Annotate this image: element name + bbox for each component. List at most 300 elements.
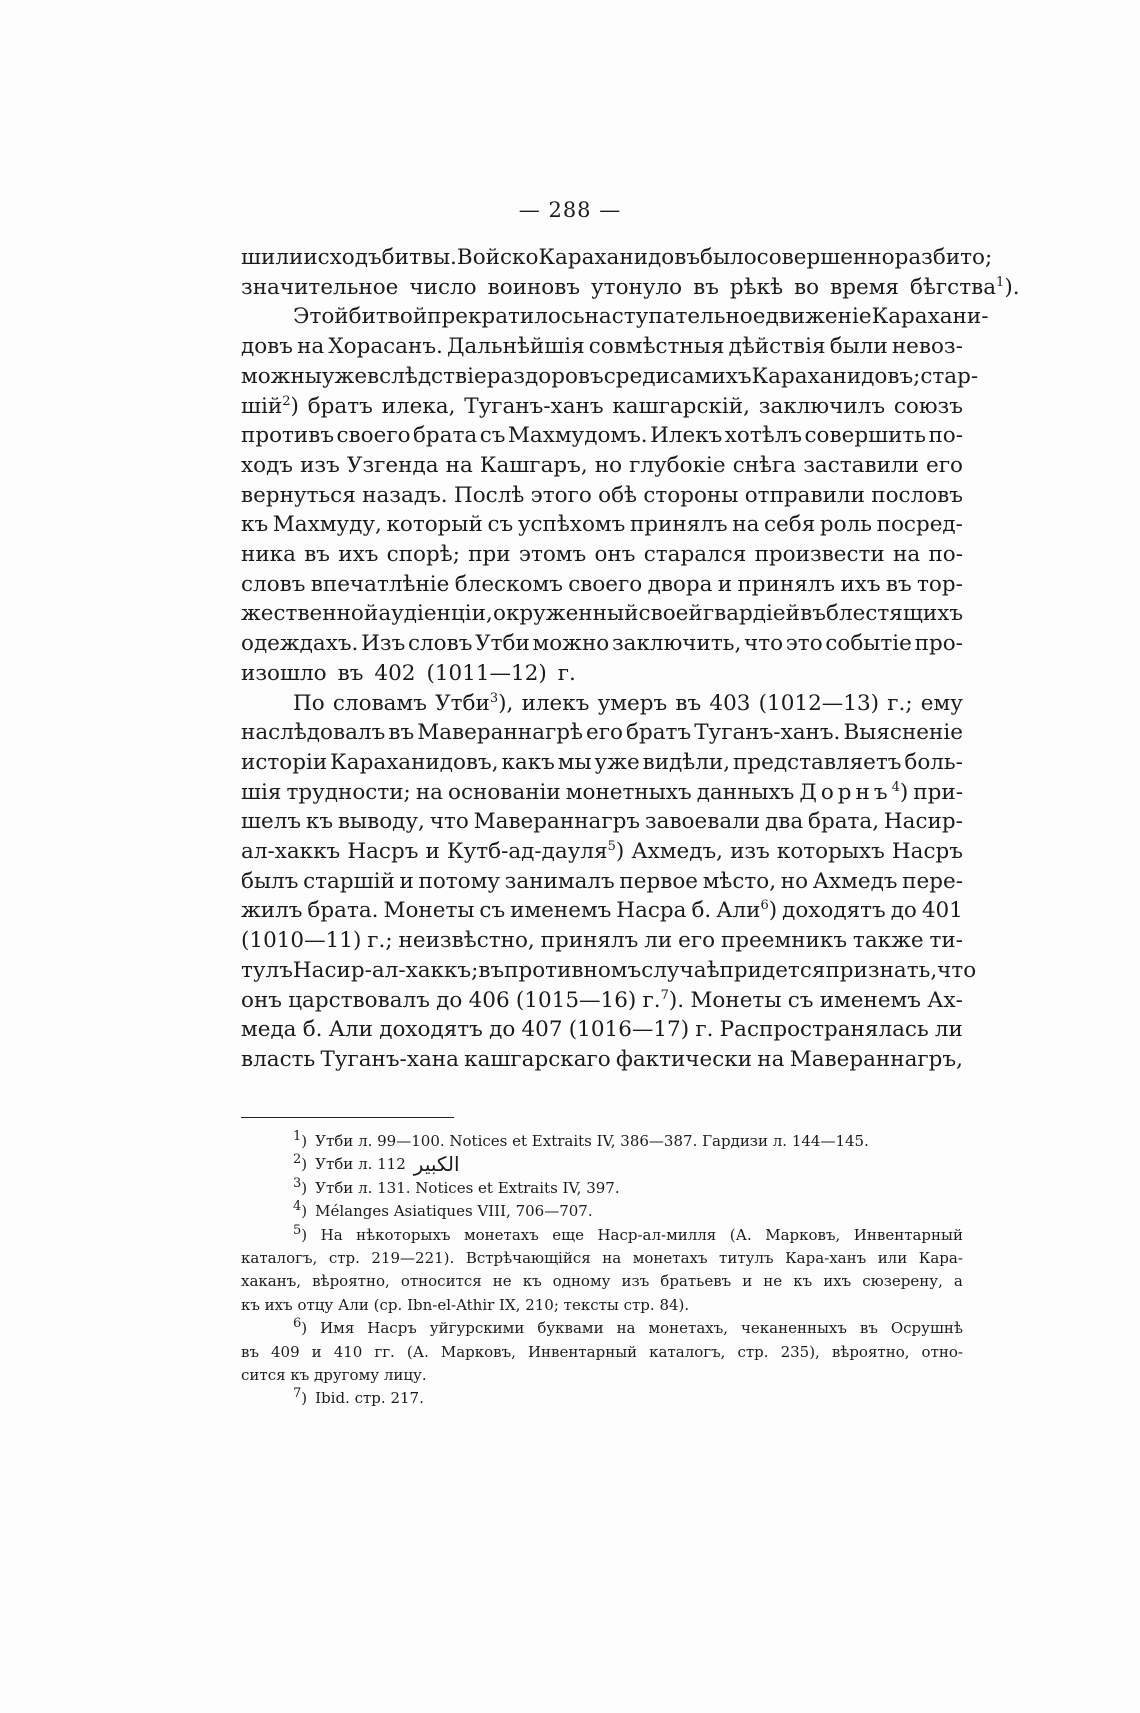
word: жилъ xyxy=(241,898,303,924)
word: и xyxy=(742,1272,753,1291)
word: хаканъ, xyxy=(241,1272,302,1291)
word: можно xyxy=(532,631,610,657)
word: Караханидовъ, xyxy=(330,749,499,775)
word: которыхъ xyxy=(776,839,885,865)
word: боль- xyxy=(904,749,963,775)
word: съ xyxy=(487,512,514,538)
word: Карахани- xyxy=(871,304,989,330)
word: снѣга xyxy=(732,452,797,478)
word: изъ xyxy=(730,839,770,865)
word: илека, xyxy=(381,393,456,419)
word: этого xyxy=(530,482,592,508)
word: можны xyxy=(241,363,322,389)
word: глубокіе xyxy=(629,452,726,478)
word: отправили xyxy=(744,482,865,508)
word: вернуться xyxy=(241,482,356,508)
footnote-mark: $^1$) xyxy=(293,1129,308,1150)
word: Мавераннагрѣ xyxy=(417,720,583,746)
footnote-ref: 5 xyxy=(607,838,616,854)
footnote-3-line xyxy=(241,1177,963,1200)
word: Ах- xyxy=(927,987,963,1013)
text-line xyxy=(241,956,977,986)
word: шили xyxy=(241,245,304,270)
word: сюзерену, xyxy=(862,1272,943,1291)
word: Утби xyxy=(475,631,530,657)
word: вѣроятно, xyxy=(831,1342,910,1361)
word: исходъ xyxy=(303,245,382,270)
word: словамъ xyxy=(332,690,427,716)
word: относится xyxy=(400,1272,482,1291)
word: (1016—17) xyxy=(568,1017,690,1043)
word: съ xyxy=(479,423,506,449)
word: какъ xyxy=(501,749,555,775)
text-line xyxy=(241,748,963,778)
word: это xyxy=(785,631,823,657)
text-line xyxy=(241,273,1020,303)
word: Туганъ-ханъ xyxy=(464,393,604,419)
word: (А. xyxy=(729,1225,752,1244)
text-line xyxy=(241,689,963,719)
footnote-ref: 7 xyxy=(660,987,669,1003)
word: Осрушнѣ xyxy=(890,1319,963,1338)
spaced-name: Дорнъ xyxy=(799,779,892,805)
word: событіе xyxy=(825,631,912,657)
word: признать, xyxy=(825,957,938,983)
word: который xyxy=(386,512,483,538)
word: противномъ xyxy=(504,957,642,983)
word: Монеты xyxy=(383,898,475,924)
word: именемъ xyxy=(510,898,612,924)
word: гвардіей xyxy=(702,601,800,627)
word: Войско xyxy=(456,245,539,270)
text-line xyxy=(241,986,963,1016)
word: Встрѣчающійся xyxy=(465,1249,591,1268)
footnotes xyxy=(241,1130,963,1411)
word: изошло xyxy=(241,660,327,686)
word: въ xyxy=(478,957,505,983)
word: Насръ xyxy=(367,1319,417,1338)
text-line xyxy=(241,896,963,926)
word: воиновъ xyxy=(487,274,581,300)
footnote-ref: 2 xyxy=(282,393,291,409)
word: число xyxy=(409,274,477,300)
word: Насръ xyxy=(891,839,963,865)
word: ли xyxy=(644,928,673,954)
word: своего xyxy=(568,571,643,597)
word: трудности; xyxy=(286,779,411,805)
word: въ xyxy=(337,660,364,686)
word: былъ xyxy=(241,868,299,894)
footnote-6-line xyxy=(241,1341,963,1364)
word: чеканенныхъ xyxy=(741,1319,847,1338)
word: до xyxy=(489,1017,516,1043)
word: царствовалъ xyxy=(288,987,430,1013)
word: старался xyxy=(643,542,747,568)
word: посред- xyxy=(876,512,963,538)
word: (1015—16) xyxy=(515,987,637,1013)
word: аудіенціи, xyxy=(378,601,493,627)
word: на xyxy=(616,1319,636,1338)
word: данныхъ xyxy=(696,779,795,805)
word: (1011—12) xyxy=(426,660,547,686)
text-line xyxy=(241,421,963,451)
word: принялъ xyxy=(629,512,728,538)
word: гг. xyxy=(374,1342,395,1361)
word: въ xyxy=(388,720,415,746)
word: на xyxy=(297,334,325,360)
word: Насра xyxy=(616,898,687,924)
word: г. xyxy=(695,1017,714,1043)
word: 402 xyxy=(374,660,416,686)
word: и xyxy=(717,571,733,597)
word: въ xyxy=(241,1342,259,1361)
word: 406 xyxy=(468,987,510,1013)
word: Выясненіе xyxy=(843,720,963,746)
word: 401 xyxy=(921,898,963,924)
word: на xyxy=(732,512,760,538)
word: ли xyxy=(934,1017,963,1043)
word: его xyxy=(926,452,963,478)
word: По xyxy=(293,690,325,716)
word: не xyxy=(763,1272,783,1291)
word: Махмуду, xyxy=(272,512,382,538)
word: кашгарскаго xyxy=(464,1046,611,1072)
word: при xyxy=(468,542,511,568)
text-line xyxy=(241,1015,963,1045)
word: Монеты xyxy=(690,987,782,1013)
word: жественной xyxy=(241,601,379,627)
word: дѣйствія xyxy=(728,334,826,360)
word: занималъ xyxy=(504,868,615,894)
word: совершенно xyxy=(756,245,895,270)
word: онъ xyxy=(241,987,282,1013)
word: на xyxy=(602,1249,622,1268)
text-line xyxy=(241,362,979,392)
text-line xyxy=(241,599,963,629)
word: шій$^2$) xyxy=(241,393,299,419)
word: мѣсто, xyxy=(702,868,777,894)
word: вѣроятно, xyxy=(312,1272,390,1291)
word: роль xyxy=(819,512,872,538)
word: ходъ xyxy=(241,452,293,478)
word: по- xyxy=(928,423,963,449)
word: Послѣ xyxy=(453,482,525,508)
word: основаніи xyxy=(448,779,561,805)
word: шія xyxy=(241,779,282,805)
text-line xyxy=(241,481,963,511)
word: Ахмедъ, xyxy=(631,839,723,865)
footnote-ref: 6 xyxy=(760,898,769,914)
footnote-6-line xyxy=(241,1364,963,1387)
text-line xyxy=(241,659,963,689)
word: г.$^7$). xyxy=(642,987,685,1013)
word: обѣ xyxy=(598,482,637,508)
footnote-5-line xyxy=(241,1270,963,1293)
word: ихъ xyxy=(823,1272,852,1291)
word: въ xyxy=(800,601,826,627)
word: было xyxy=(700,245,757,270)
word: Али$^6$) xyxy=(716,898,778,924)
word: заключилъ xyxy=(758,393,886,419)
word: Караханидовъ; xyxy=(751,363,921,389)
arabic-word: الكبير xyxy=(413,1152,460,1177)
word: еще xyxy=(552,1225,584,1244)
word: и xyxy=(311,1342,322,1361)
word: а xyxy=(953,1272,963,1291)
word: выводу, xyxy=(337,809,425,835)
text-line xyxy=(241,392,963,422)
word: Марковъ, xyxy=(765,1225,841,1244)
word: окруженный xyxy=(493,601,639,627)
word: словъ xyxy=(407,631,473,657)
word: фактически xyxy=(616,1046,753,1072)
word: одному xyxy=(552,1272,611,1291)
word: битвы. xyxy=(381,245,457,270)
word: (1010—11) xyxy=(241,928,362,954)
footnote-text: сится къ другому лицу. xyxy=(241,1366,427,1385)
word: исторіи xyxy=(241,749,328,775)
word: въ xyxy=(304,542,330,568)
word: были xyxy=(829,334,888,360)
word: вслѣдствіе xyxy=(367,363,487,389)
word: Дорнъ$^4$) xyxy=(799,778,908,808)
word: утонуло xyxy=(591,274,683,300)
word: рѣкѣ xyxy=(729,274,784,300)
word: также xyxy=(852,928,924,954)
word: случаѣ xyxy=(641,957,720,983)
word: два xyxy=(764,809,804,835)
word: (А. xyxy=(406,1342,429,1361)
page-number: — 288 — xyxy=(518,198,622,222)
text-line xyxy=(241,302,989,332)
word: блестящихъ xyxy=(826,601,963,627)
word: невоз- xyxy=(891,334,963,360)
text-line xyxy=(241,540,963,570)
word: раздоровъ xyxy=(486,363,604,389)
word: во xyxy=(794,274,820,300)
word: Караханидовъ xyxy=(538,245,700,270)
word: въ xyxy=(885,571,912,597)
word: бѣгства$^1$). xyxy=(910,274,1020,300)
word: 403 xyxy=(709,690,751,716)
word: на xyxy=(893,542,921,568)
word: Инвентарный xyxy=(527,1342,638,1361)
text-line xyxy=(241,332,963,362)
word: не xyxy=(492,1272,512,1291)
word: заключить, xyxy=(611,631,742,657)
word: Кутб-ад-дауля$^5$) xyxy=(446,838,625,865)
word: словъ xyxy=(241,571,306,597)
word: успѣхомъ xyxy=(517,512,626,538)
word: до xyxy=(436,987,463,1013)
word: къ xyxy=(522,1272,542,1291)
text-line xyxy=(241,807,963,837)
word: ихъ xyxy=(338,542,379,568)
word: разбито; xyxy=(894,245,993,270)
word: тор- xyxy=(917,571,963,597)
footnote-5-line xyxy=(241,1247,963,1270)
word: отно- xyxy=(921,1342,963,1361)
word: совмѣстныя xyxy=(588,334,725,360)
word: съ xyxy=(787,987,814,1013)
word: Дальнѣйшія xyxy=(446,334,585,360)
word: буквами xyxy=(537,1319,604,1338)
word: неизвѣстно, xyxy=(398,928,535,954)
word: ихъ xyxy=(840,571,881,597)
word: представляетъ xyxy=(733,749,902,775)
word: этомъ xyxy=(518,542,587,568)
footnote-mark: $^5$) xyxy=(293,1222,308,1244)
word: принялъ xyxy=(737,571,836,597)
word: онъ xyxy=(594,542,636,568)
footnote-2-line xyxy=(241,1153,963,1176)
word: старшій xyxy=(303,868,395,894)
word: г.; xyxy=(367,928,393,954)
word: и xyxy=(399,868,414,894)
word: придется xyxy=(719,957,826,983)
word: ему xyxy=(920,690,963,716)
text-line xyxy=(241,867,963,897)
word: его xyxy=(586,720,623,746)
word: его xyxy=(678,928,716,954)
word: титулъ xyxy=(719,1249,774,1268)
word: блескомъ xyxy=(454,571,563,597)
word: Кара-ханъ xyxy=(785,1249,867,1268)
word: Утби$^3$), xyxy=(435,690,514,716)
text-line xyxy=(241,778,963,808)
word: произвести xyxy=(754,542,885,568)
word: себя xyxy=(764,512,816,538)
word: спорѣ; xyxy=(386,542,460,568)
word: противъ xyxy=(241,423,335,449)
word: Туганъ-ханъ. xyxy=(694,720,841,746)
text-line xyxy=(241,718,963,748)
text-line xyxy=(241,243,993,273)
word: къ xyxy=(793,1272,813,1291)
word: монетахъ xyxy=(632,1249,708,1268)
word: но xyxy=(594,452,623,478)
word: самихъ xyxy=(669,363,752,389)
word: 235), xyxy=(780,1342,820,1361)
word: стар- xyxy=(920,363,979,389)
word: Мавераннагръ, xyxy=(789,1046,963,1072)
word: мы xyxy=(557,749,592,775)
footnote-mark: $^3$) xyxy=(293,1175,308,1197)
word: монетныхъ xyxy=(565,779,692,805)
text-line xyxy=(241,510,963,540)
word: по- xyxy=(928,542,963,568)
word: кашгарскій, xyxy=(612,393,750,419)
footnote-mark: $^2$) xyxy=(293,1152,308,1174)
word: Туганъ-хана xyxy=(320,1046,459,1072)
footnote-7-line xyxy=(241,1387,963,1410)
word: совершить xyxy=(804,423,926,449)
word: брата xyxy=(412,423,478,449)
word: битвой xyxy=(348,304,428,330)
word: Насръ xyxy=(347,839,419,865)
word: стр. xyxy=(328,1249,360,1268)
word: ал-хаккъ xyxy=(241,839,341,865)
word: именемъ xyxy=(819,987,921,1013)
word: Узгенда xyxy=(346,452,439,478)
word: своего xyxy=(336,423,411,449)
word: уже xyxy=(594,749,640,775)
word: Насир-ал-хаккъ; xyxy=(292,957,479,983)
word: время xyxy=(830,274,899,300)
word: Распространялась xyxy=(719,1017,929,1043)
word: (1012—13) xyxy=(758,690,880,716)
word: завоевали xyxy=(644,809,761,835)
word: видѣли, xyxy=(642,749,731,775)
text-line xyxy=(241,451,963,481)
word: г. xyxy=(557,660,576,686)
word: Махмудомъ. xyxy=(507,423,648,449)
word: г.; xyxy=(887,690,913,716)
text-line xyxy=(241,629,963,659)
word: 410 xyxy=(333,1342,363,1361)
word: Мавераннагръ xyxy=(473,809,641,835)
word: къ xyxy=(241,512,269,538)
word: въ xyxy=(859,1319,878,1338)
word: на xyxy=(415,779,443,805)
footnote-mark: $^7$) xyxy=(293,1386,308,1408)
word: что xyxy=(429,809,469,835)
word: монетахъ, xyxy=(648,1319,729,1338)
word: союзъ xyxy=(893,393,963,419)
word: впечатлѣніе xyxy=(310,571,450,597)
footnote-6-line xyxy=(241,1317,963,1340)
word: брата, xyxy=(808,809,880,835)
word: на xyxy=(757,1046,785,1072)
word: потому xyxy=(418,868,500,894)
word: или xyxy=(877,1249,908,1268)
word: Изъ xyxy=(361,631,406,657)
word: но xyxy=(780,868,809,894)
word: Этой xyxy=(293,304,349,330)
word: 409 xyxy=(271,1342,300,1361)
word: въ xyxy=(675,690,702,716)
word: движеніе xyxy=(765,304,872,330)
word: 219—221). xyxy=(371,1249,455,1268)
word: Марковъ, xyxy=(440,1342,516,1361)
footnote-text: Утби л. 112 xyxy=(315,1155,406,1174)
word: заставили xyxy=(803,452,919,478)
footnote-text: къ ихъ отцу Али (ср. Ibn-el-Athir IX, 210; тексты стр. 84). xyxy=(241,1295,690,1314)
footnote-ref: 3 xyxy=(489,690,499,706)
word: изъ xyxy=(621,1272,650,1291)
word: Али xyxy=(328,1017,374,1043)
word: назадъ. xyxy=(362,482,448,508)
word: Кара- xyxy=(918,1249,963,1268)
word: своей xyxy=(638,601,703,627)
footnote-ref: 1 xyxy=(996,274,1005,290)
text-line xyxy=(241,570,963,600)
word: значительное xyxy=(241,274,399,300)
word: Насир- xyxy=(883,809,963,835)
word: среди xyxy=(603,363,670,389)
word: одеждахъ. xyxy=(241,631,359,657)
word: Имя xyxy=(320,1319,355,1338)
word: нѣкоторыхъ xyxy=(356,1225,451,1244)
word: тулъ xyxy=(241,957,293,983)
word: при- xyxy=(913,779,963,805)
footnote-text: Утби л. 99—100. Notices et Extraits IV, 386—387. Гардизи л. 144—145. xyxy=(315,1132,869,1150)
word: прекратилось xyxy=(427,304,585,330)
word: пере- xyxy=(902,868,963,894)
word: до xyxy=(890,898,917,924)
word: и xyxy=(425,839,440,865)
word: меда xyxy=(241,1017,297,1043)
